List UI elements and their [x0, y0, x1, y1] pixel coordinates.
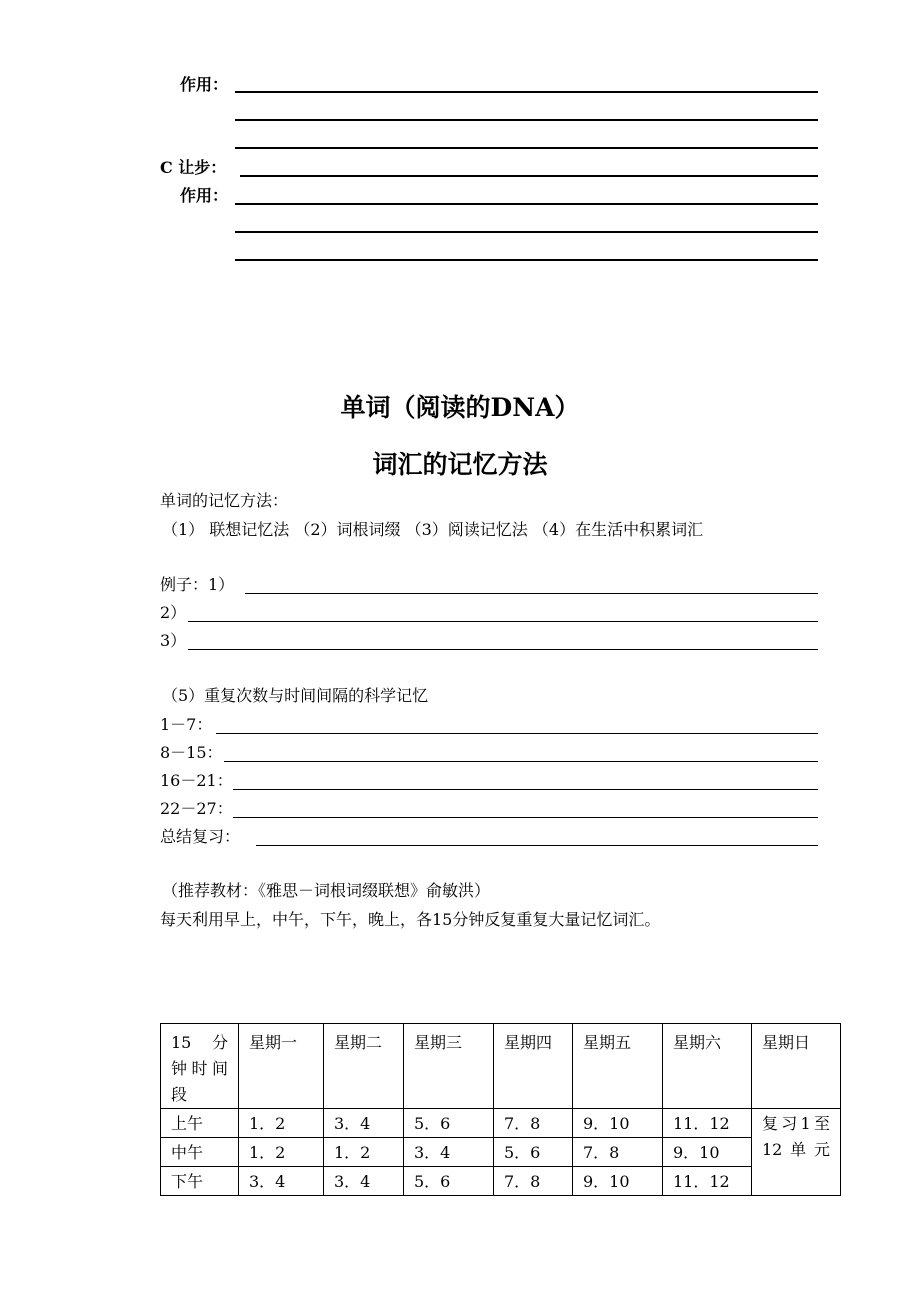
unit-cell: 11．12	[663, 1109, 752, 1138]
table-row	[161, 1138, 841, 1167]
effect-label-c: 作用：	[180, 186, 229, 205]
day-header: 星期一	[239, 1024, 324, 1109]
answer-line[interactable]	[235, 259, 818, 261]
daily-plan: 每天利用早上，中午，下午，晚上，各15分钟反复重复大量记忆词汇。	[160, 910, 661, 929]
unit-cell: 3．4	[404, 1138, 494, 1167]
repeat-title: （5）重复次数与时间间隔的科学记忆	[162, 686, 429, 705]
answer-line[interactable]	[188, 649, 818, 650]
answer-line[interactable]	[256, 845, 818, 846]
answer-line[interactable]	[240, 175, 818, 177]
example-label: 2）	[160, 603, 187, 622]
unit-cell: 5．6	[494, 1138, 573, 1167]
day-header: 星期四	[494, 1024, 573, 1109]
unit-cell: 9．10	[573, 1167, 663, 1196]
answer-line[interactable]	[235, 231, 818, 233]
day-header: 星期二	[324, 1024, 404, 1109]
unit-cell: 3．4	[324, 1109, 404, 1138]
day-header: 星期三	[404, 1024, 494, 1109]
methods-list: （1） 联想记忆法 （2）词根词缀 （3）阅读记忆法 （4）在生活中积累词汇	[162, 520, 704, 539]
day-header: 星期日	[752, 1024, 841, 1109]
table-row	[161, 1109, 841, 1138]
concession-label: C 让步：	[160, 158, 227, 177]
day-header: 星期五	[573, 1024, 663, 1109]
effect-label-a: 作用：	[180, 75, 229, 94]
table-header-row	[161, 1024, 841, 1109]
corner-cell: 15 分钟时间段	[161, 1024, 239, 1109]
unit-cell: 3．4	[239, 1167, 324, 1196]
interval-label: 总结复习：	[160, 827, 241, 846]
unit-cell: 7．8	[494, 1109, 573, 1138]
unit-cell: 3．4	[324, 1167, 404, 1196]
answer-line[interactable]	[245, 593, 818, 594]
answer-line[interactable]	[233, 817, 818, 818]
interval-label: 1－7：	[160, 715, 213, 734]
interval-label: 16－21：	[160, 771, 233, 790]
answer-line[interactable]	[235, 119, 818, 121]
unit-cell: 9．10	[573, 1109, 663, 1138]
answer-line[interactable]	[224, 761, 818, 762]
sunday-review-cell: 复习1至12单元	[752, 1109, 841, 1196]
day-header: 星期六	[663, 1024, 752, 1109]
answer-line[interactable]	[235, 91, 818, 93]
page-title: 单词（阅读的DNA）	[340, 393, 580, 422]
unit-cell: 1．2	[239, 1109, 324, 1138]
interval-label: 22－27：	[160, 799, 233, 818]
unit-cell: 9．10	[663, 1138, 752, 1167]
unit-cell: 5．6	[404, 1109, 494, 1138]
study-schedule-table	[160, 1023, 841, 1196]
answer-line[interactable]	[216, 733, 818, 734]
unit-cell: 1．2	[324, 1138, 404, 1167]
period-cell: 下午	[161, 1167, 239, 1196]
unit-cell: 7．8	[494, 1167, 573, 1196]
answer-line[interactable]	[233, 789, 818, 790]
recommended-book: （推荐教材：《雅思－词根词缀联想》俞敏洪）	[162, 881, 491, 900]
table-row	[161, 1167, 841, 1196]
period-cell: 上午	[161, 1109, 239, 1138]
methods-intro: 单词的记忆方法：	[160, 491, 289, 510]
unit-cell: 5．6	[404, 1167, 494, 1196]
example-label: 例子：1）	[160, 575, 235, 594]
unit-cell: 1．2	[239, 1138, 324, 1167]
example-label: 3）	[160, 631, 187, 650]
answer-line[interactable]	[235, 147, 818, 149]
page-subtitle: 词汇的记忆方法	[372, 450, 548, 479]
answer-line[interactable]	[235, 203, 818, 205]
unit-cell: 11．12	[663, 1167, 752, 1196]
interval-label: 8－15：	[160, 743, 223, 762]
answer-line[interactable]	[188, 621, 818, 622]
period-cell: 中午	[161, 1138, 239, 1167]
unit-cell: 7．8	[573, 1138, 663, 1167]
